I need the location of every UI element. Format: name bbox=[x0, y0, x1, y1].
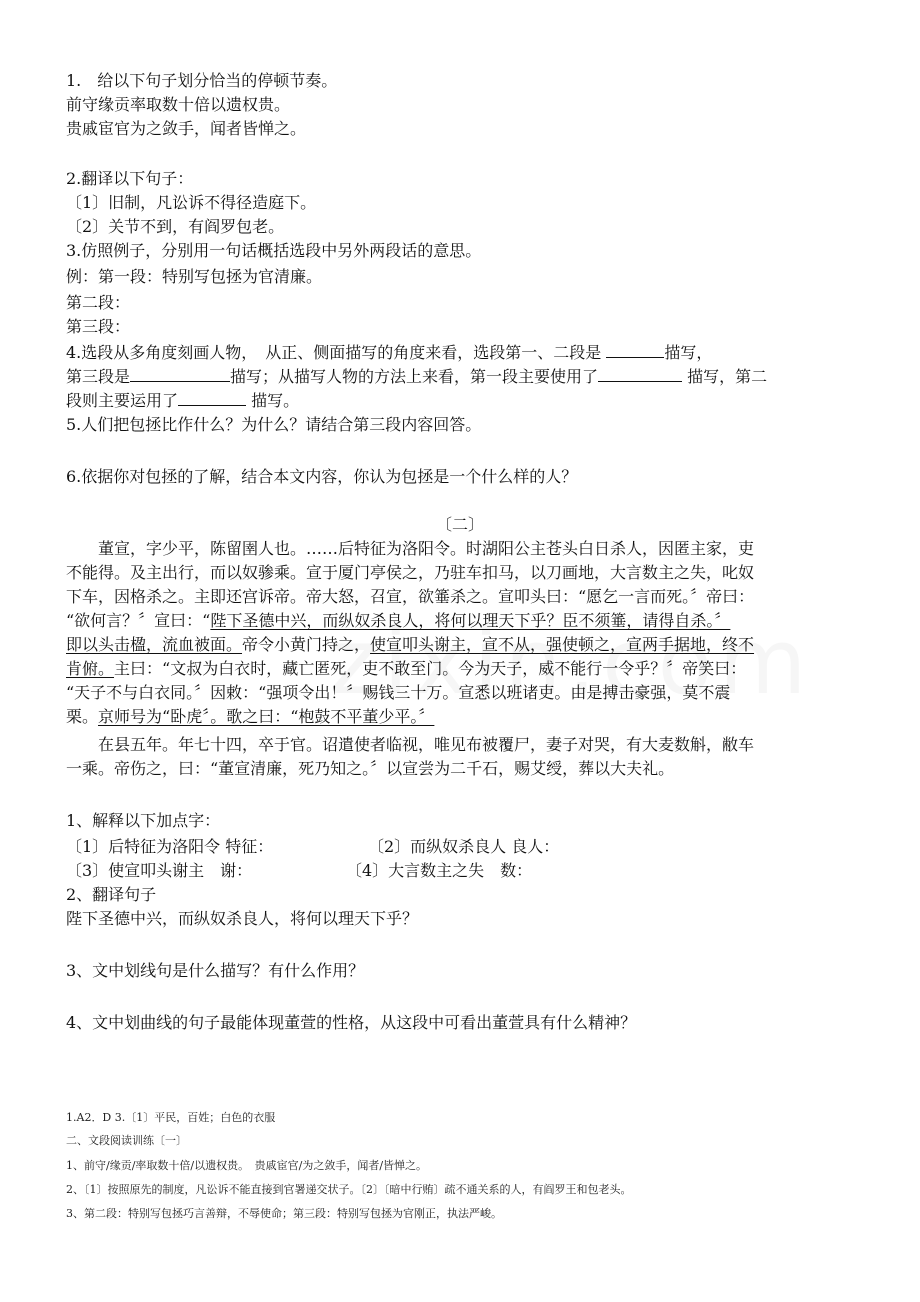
passage-text: 栗。 bbox=[66, 707, 99, 726]
question-3: 3.仿照例子，分别用一句话概括选段中另外两段话的意思。 bbox=[66, 241, 482, 260]
question-1-sentence-1: 前守缘贡率取数十倍以遗权贵。 bbox=[66, 95, 291, 114]
question-2-1-c: 〔3〕使宣叩头谢主 谢： bbox=[66, 861, 253, 880]
passage-text: 帝令小黄门持之， bbox=[242, 635, 371, 654]
question-4-text-g: 描写。 bbox=[246, 391, 300, 410]
passage-line: “天子不与白衣同。〞因敕：“强项令出！〞赐钱三十万。宣悉以班诸吏。由是搏击豪强，莫不震 bbox=[66, 683, 731, 702]
passage-line bbox=[66, 634, 754, 656]
passage-line: 在县五年。年七十四，卒于官。诏遣使者临视，唯见布被覆尸，妻子对哭，有大麦数斛，敝车 bbox=[66, 735, 755, 754]
passage-line: 不能得。及主出行，而以奴骖乘。宣于厦门亭侯之，乃驻车扣马，以刀画地，大言数主之失，叱奴 bbox=[66, 563, 755, 582]
underlined-sentence: 即以头击楹，流血被面。 bbox=[66, 635, 243, 654]
answer-line: 二、文段阅读训练〔一〕 bbox=[66, 1134, 187, 1147]
underlined-sentence: 陛下圣德中兴，而纵奴杀良人，将何以理天下乎？臣不须箠，请得自杀。〞 bbox=[210, 611, 731, 630]
question-4-line-2 bbox=[66, 366, 767, 388]
answer-line: 3、第二段：特别写包拯巧言善辩，不辱使命；第三段：特别写包拯为官刚正，执法严峻。 bbox=[66, 1207, 502, 1220]
question-4-text-f: 段则主要运用了 bbox=[66, 391, 179, 410]
question-2-sentence-1: 〔1〕旧制，凡讼诉不得径造庭下。 bbox=[66, 193, 317, 212]
question-4-line-3 bbox=[66, 390, 299, 412]
question-2-2: 2、翻译句子 bbox=[66, 885, 157, 904]
question-4-text-b: 描写， bbox=[664, 343, 713, 362]
question-2-1: 1、解释以下加点字： bbox=[66, 811, 221, 830]
passage-line: 一乘。帝伤之，曰：“董宣清廉，死乃知之。〞以宣尝为二千石，赐艾绶，葬以大夫礼。 bbox=[66, 759, 675, 778]
question-2: 2.翻译以下句子： bbox=[66, 169, 194, 188]
question-2-4: 4、文中划曲线的句子最能体现董萱的性格，从这段中可看出董萱具有什么精神？ bbox=[66, 1013, 637, 1032]
question-4-text-d: 描写；从描写人物的方法上来看，第一段主要使用了 bbox=[230, 367, 599, 386]
answer-blank[interactable] bbox=[178, 390, 246, 406]
question-3-example: 例：第一段：特别写包拯为官清廉。 bbox=[66, 267, 323, 286]
question-3-paragraph-2: 第二段： bbox=[66, 293, 131, 312]
question-4-text-c: 第三段是 bbox=[66, 367, 131, 386]
answer-line: 1、前守/缘贡/率取数十倍/以遗权贵。 贵戚宦官/为之敛手，闻者/皆惮之。 bbox=[66, 1159, 428, 1172]
answer-blank[interactable] bbox=[130, 366, 230, 382]
answer-blank[interactable] bbox=[606, 342, 664, 358]
question-2-sentence-2: 〔2〕关节不到，有阎罗包老。 bbox=[66, 217, 285, 236]
passage-line bbox=[66, 610, 730, 632]
underlined-sentence: 肯俯。 bbox=[66, 659, 115, 678]
question-1: 1. 给以下句子划分恰当的停顿节奏。 bbox=[66, 71, 338, 90]
underlined-sentence: 京师号为“卧虎〞。歌之曰：“枹鼓不平董少平。〞 bbox=[98, 707, 435, 726]
passage-line bbox=[66, 706, 434, 728]
passage-line bbox=[66, 658, 746, 680]
answer-line: 1.A2．D 3.〔1〕平民，百姓；白色的衣服 bbox=[66, 1111, 276, 1124]
question-2-2-sentence: 陛下圣德中兴，而纵奴杀良人，将何以理天下乎？ bbox=[66, 909, 419, 928]
passage-text: “欲何言？〞宣曰：“ bbox=[66, 611, 211, 630]
question-2-1-b: 〔2〕而纵奴杀良人 良人： bbox=[368, 837, 560, 856]
question-1-sentence-2: 贵戚宦官为之敛手，闻者皆惮之。 bbox=[66, 119, 307, 138]
passage-line: 董宣，字少平，陈留圉人也。……后特征为洛阳令。时湖阳公主苍头白日杀人，因匿主家，吏 bbox=[66, 539, 755, 558]
question-4-text-e: 描写，第二 bbox=[682, 367, 768, 386]
passage-line: 下车，因格杀之。主即还宫诉帝。帝大怒，召宣，欲箠杀之。宣叩头曰：“愿乞一言而死。〞帝曰： bbox=[66, 587, 755, 606]
passage-text: 主曰：“文叔为白衣时，藏亡匿死，吏不敢至门。今为天子，威不能行一令乎？〞帝笑曰： bbox=[114, 659, 747, 678]
question-3-paragraph-3: 第三段： bbox=[66, 317, 131, 336]
underlined-sentence: 使宣叩头谢主，宣不从，强使顿之，宣两手据地，终不 bbox=[370, 635, 755, 654]
question-5: 5.人们把包拯比作什么？为什么？请结合第三段内容回答。 bbox=[66, 415, 482, 434]
question-2-1-a: 〔1〕后特征为洛阳令 特征： bbox=[66, 837, 274, 856]
question-6: 6.依据你对包拯的了解，结合本文内容，你认为包拯是一个什么样的人？ bbox=[66, 467, 578, 486]
question-2-1-d: 〔4〕大言数主之失 数： bbox=[346, 861, 533, 880]
passage-2-heading: 〔二〕 bbox=[435, 515, 484, 534]
answer-blank[interactable] bbox=[598, 366, 682, 382]
question-2-3: 3、文中划线句是什么描写？有什么作用？ bbox=[66, 961, 365, 980]
answer-line: 2、〔1〕按照原先的制度，凡讼诉不能直接到官署递交状子。〔2〕〔暗中行贿〕疏不通关系的人，有阎罗王和包老头。 bbox=[66, 1183, 632, 1196]
question-4-text-a: 4.选段从多角度刻画人物， 从正、侧面描写的角度来看，选段第一、二段是 bbox=[66, 343, 602, 362]
question-4-line-1 bbox=[66, 342, 712, 364]
